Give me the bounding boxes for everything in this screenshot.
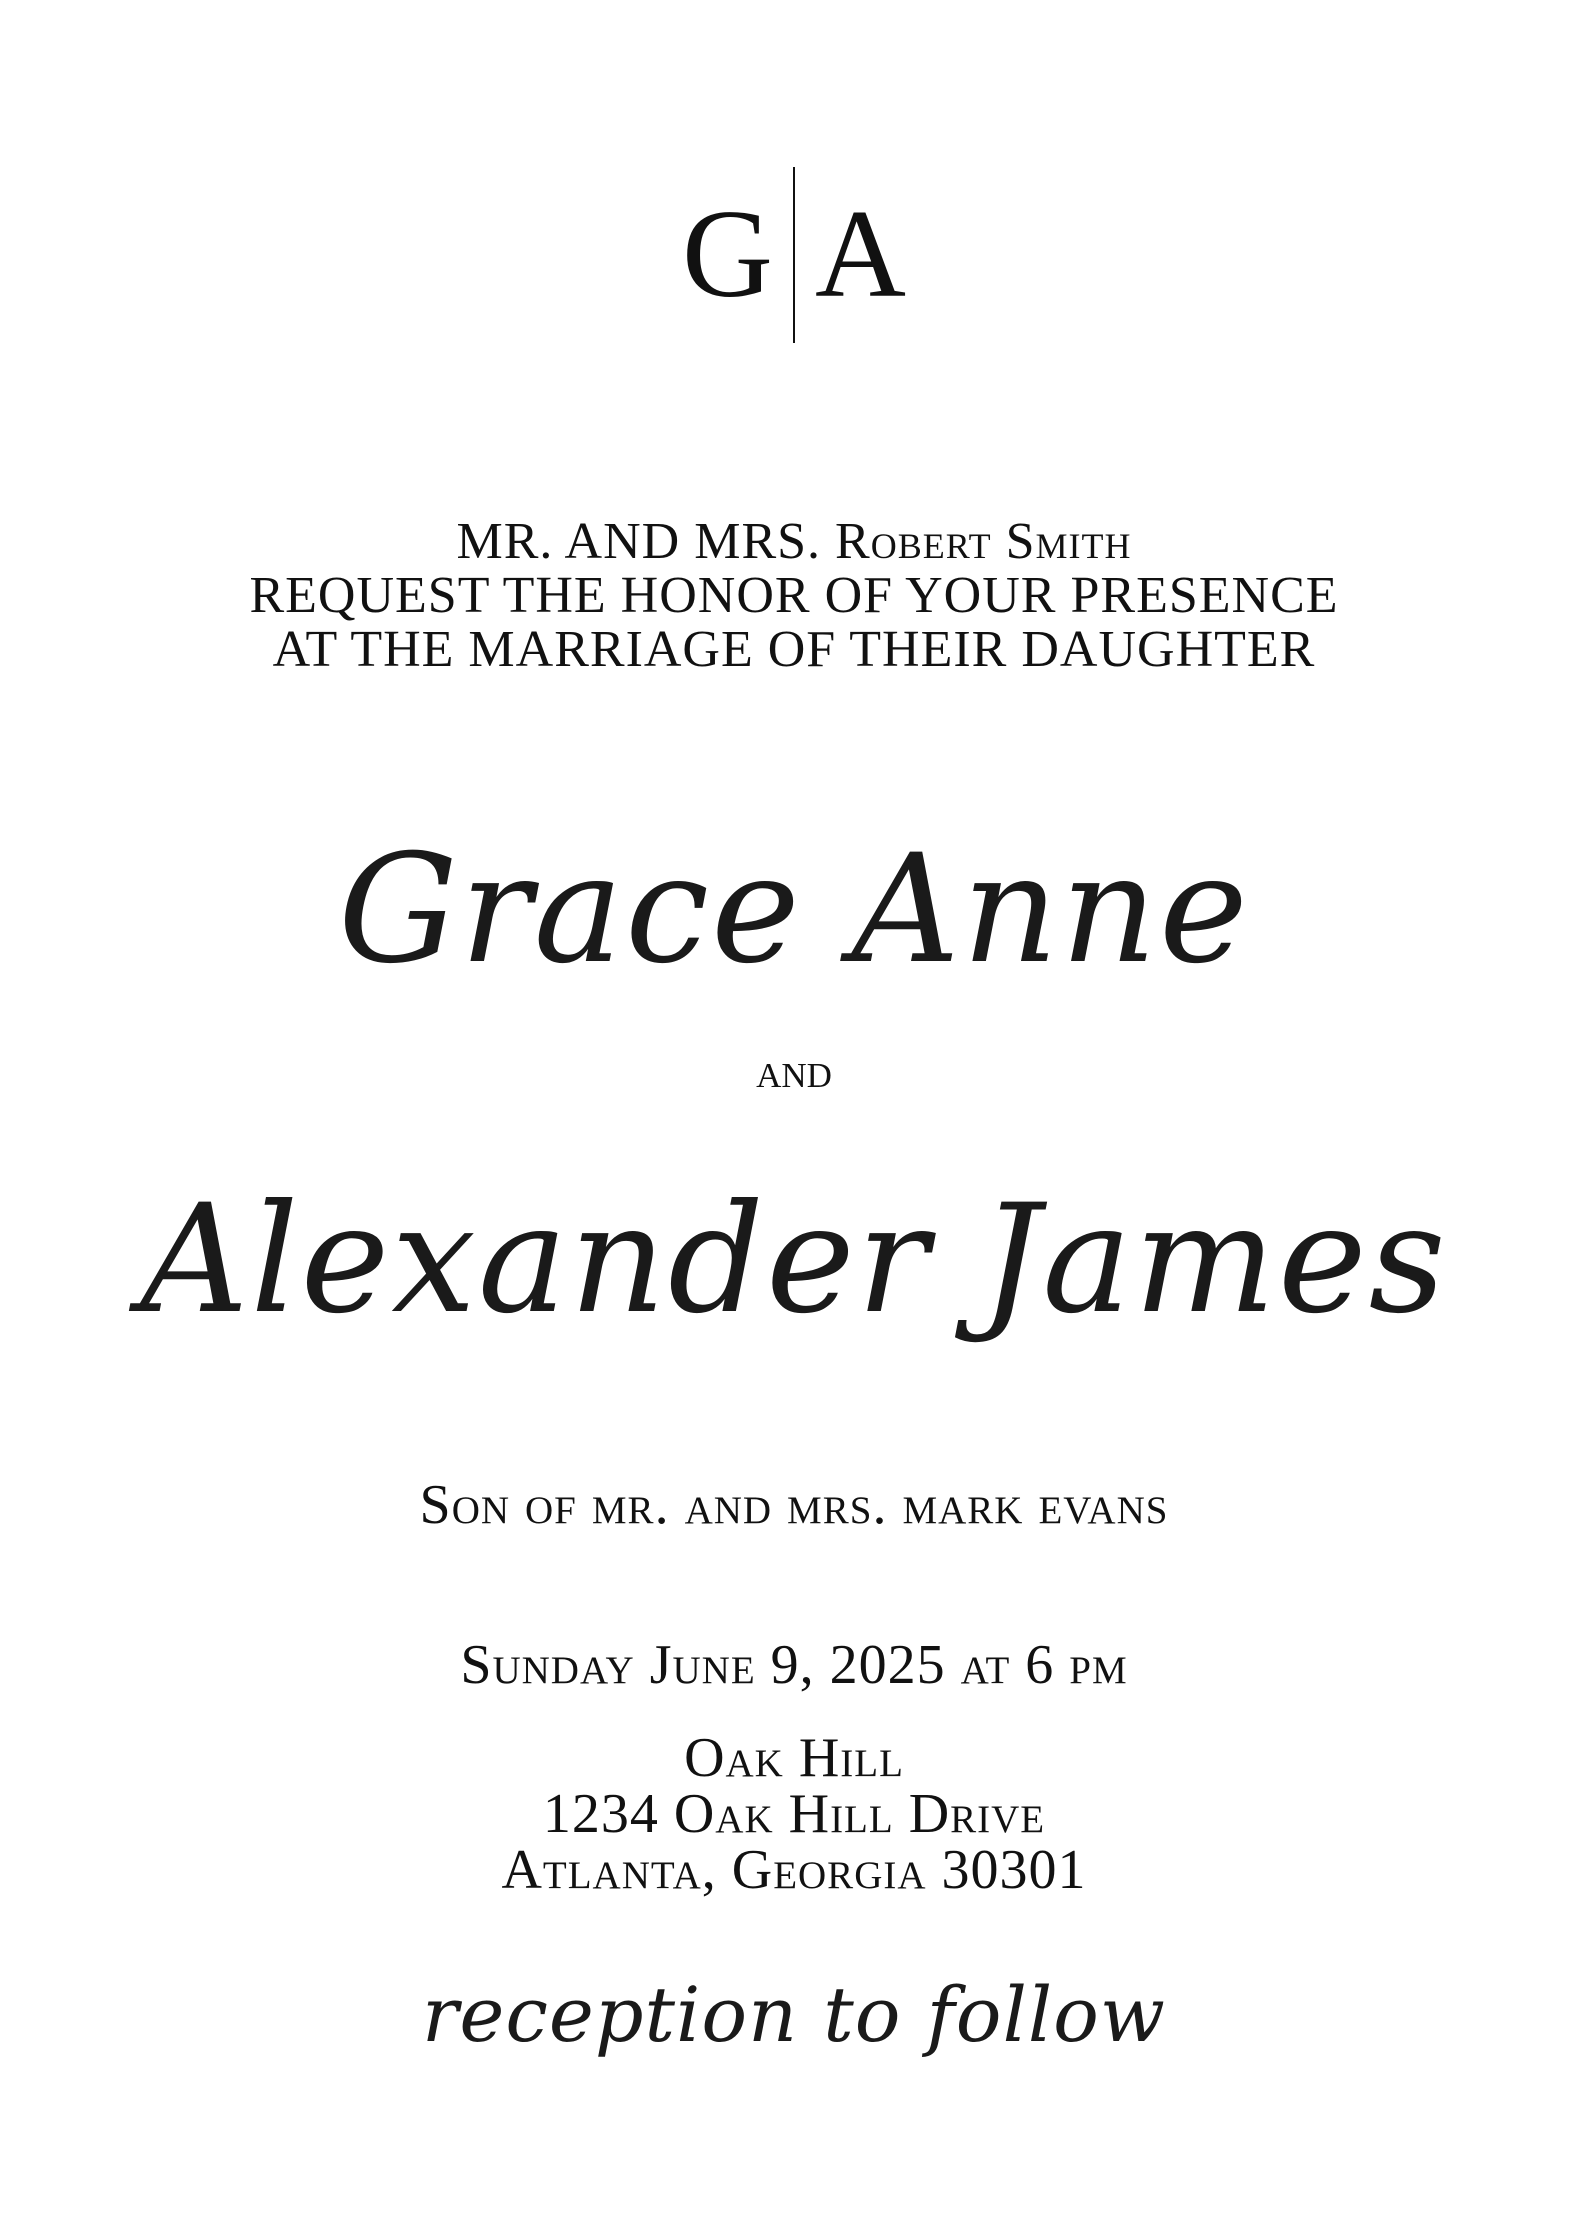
venue-name: Oak Hill [684,1727,904,1789]
hosts-line-3: AT THE MARRIAGE OF THEIR DAUGHTER [272,621,1316,678]
hosts-line-1: MR. AND MRS. Robert Smith [456,513,1132,570]
monogram-initial-left: G [682,185,773,324]
groom-parents: Son of mr. and mrs. mark evans [419,1474,1169,1536]
venue-address [0,1727,1588,1901]
hosts-request [0,515,1588,677]
monogram-initial-right: A [815,185,906,324]
venue-street: 1234 Oak Hill Drive [542,1783,1046,1845]
monogram [0,160,1588,350]
reception-note: reception to follow [422,1970,1166,2059]
and-word: and [756,1042,832,1098]
hosts-line-2: REQUEST THE HONOR OF YOUR PRESENCE [249,567,1339,624]
event-date: Sunday June 9, 2025 at 6 pm [460,1634,1128,1696]
groom-name: Alexander James [140,1173,1448,1347]
venue-city: Atlanta, Georgia 30301 [501,1839,1087,1901]
bride-name: Grace Anne [338,823,1250,997]
